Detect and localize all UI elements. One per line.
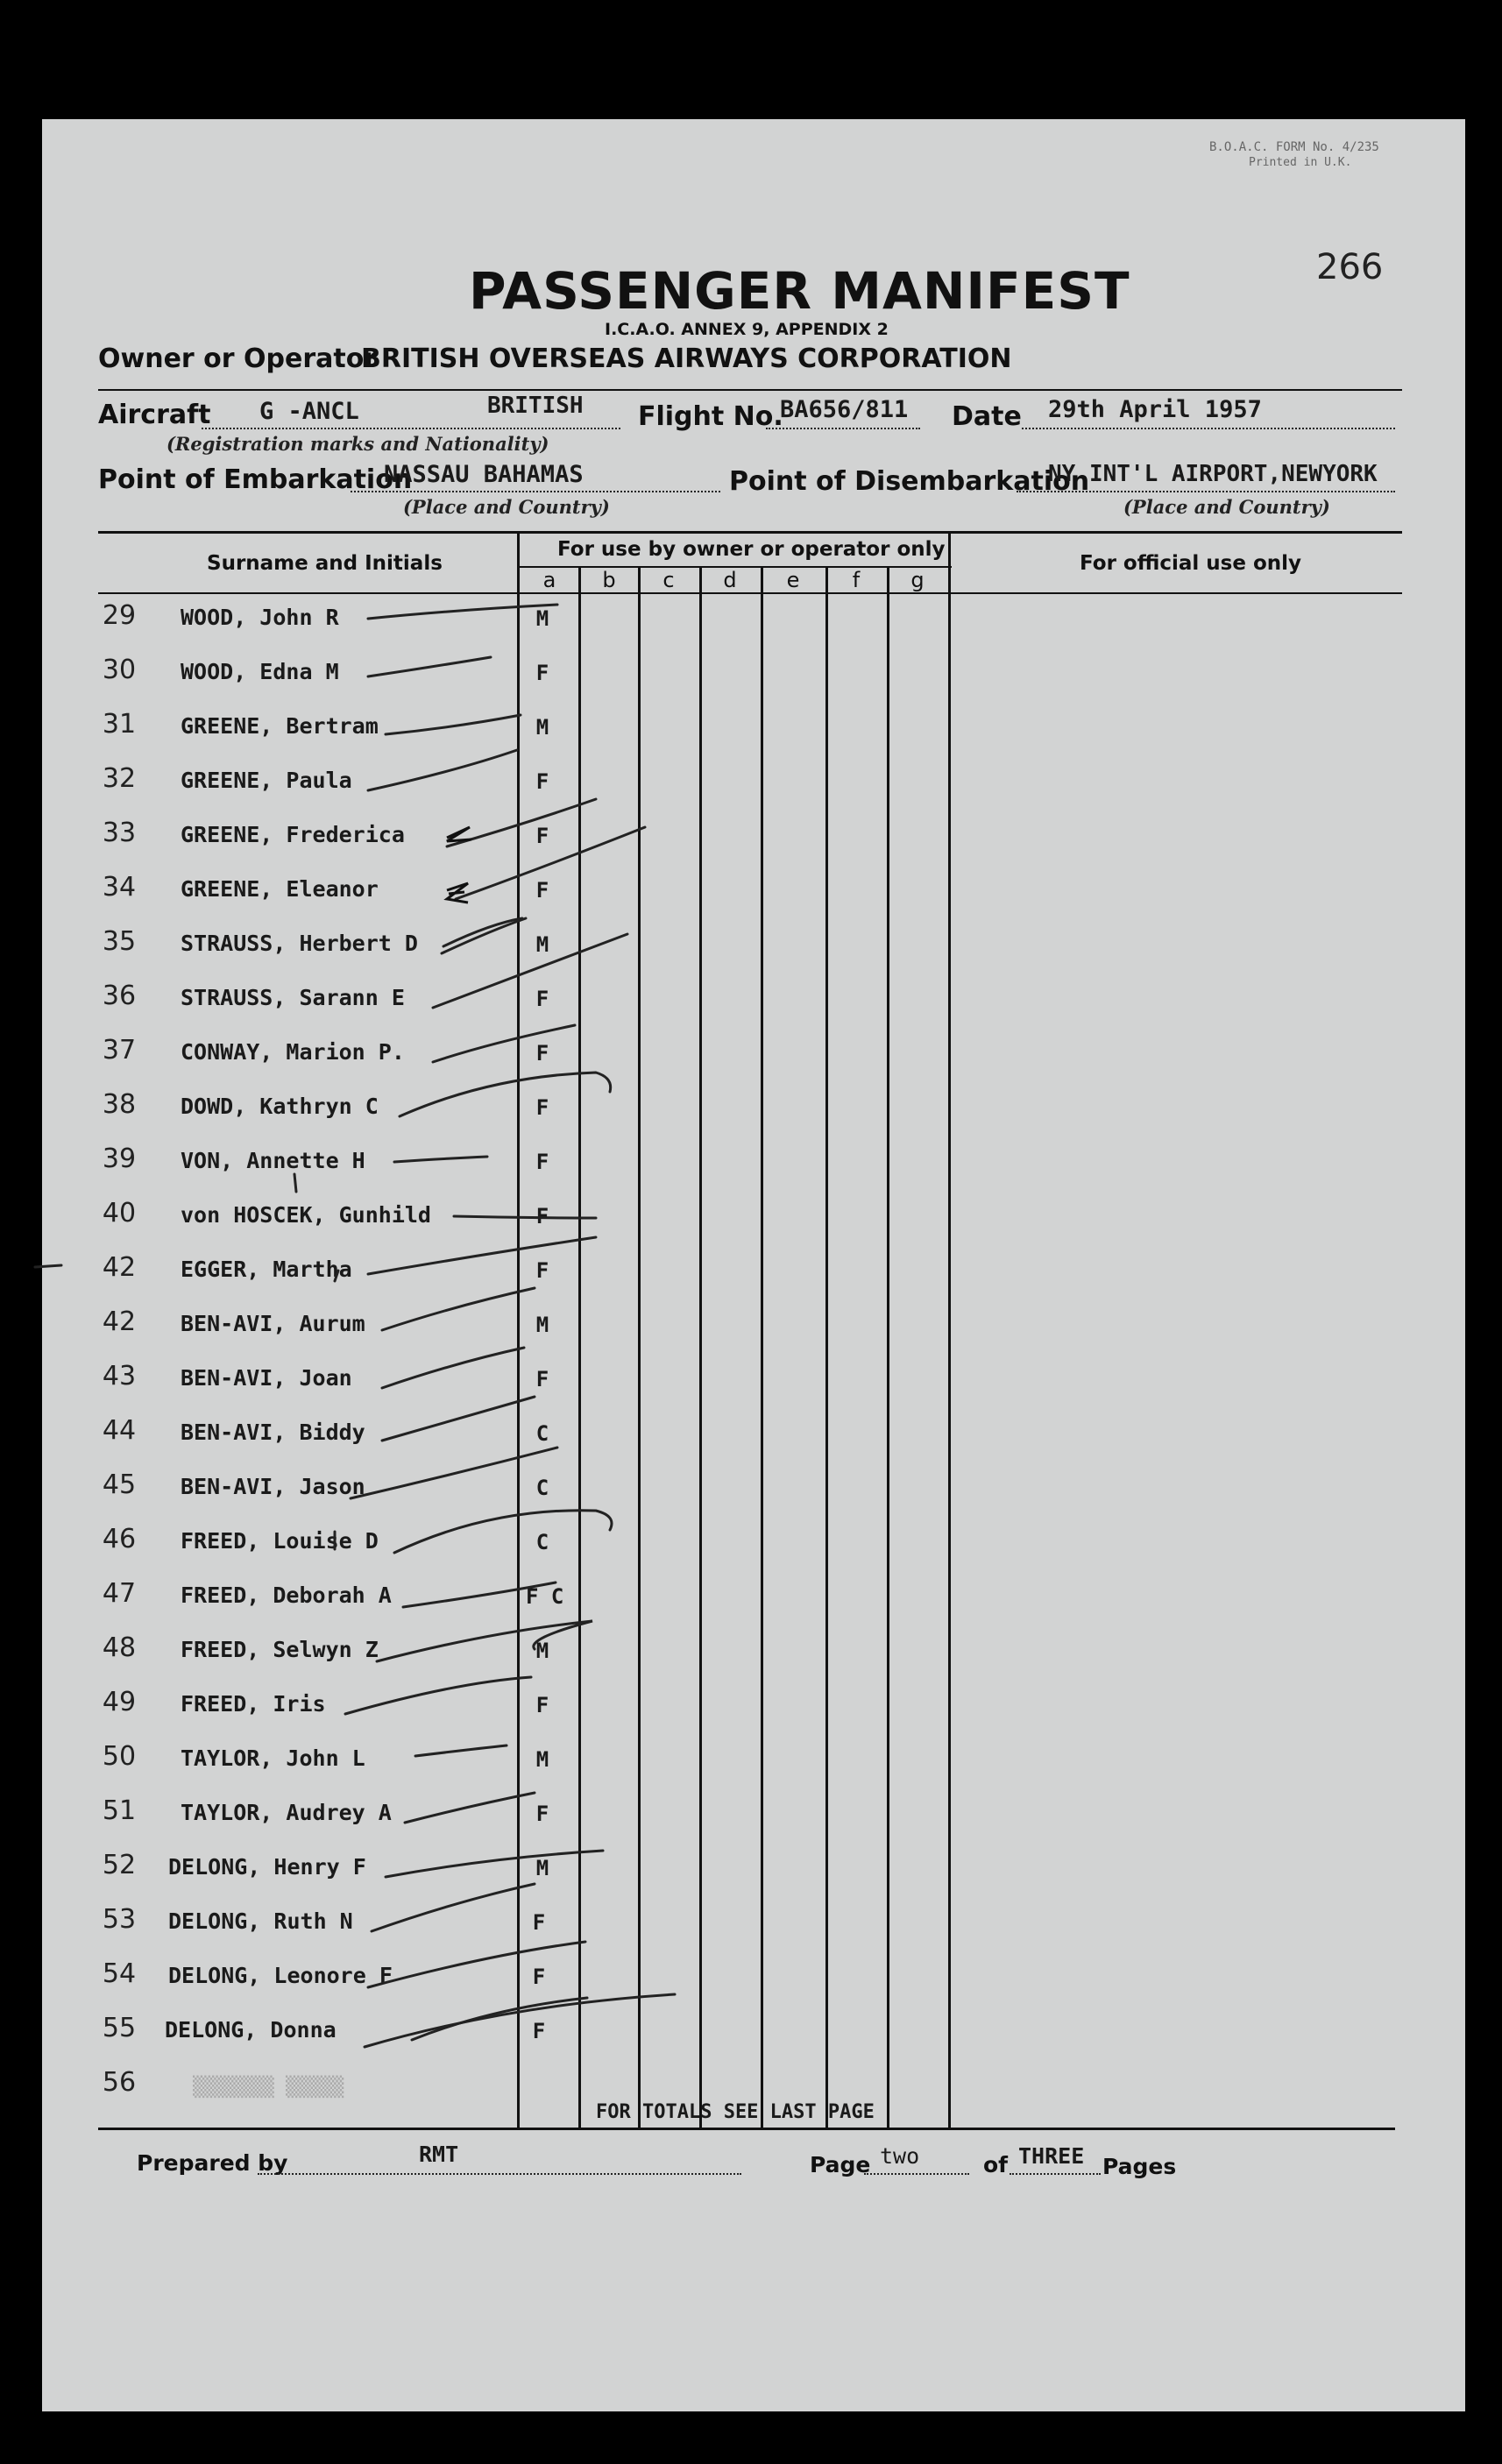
passenger-code: C: [535, 1421, 549, 1446]
passenger-name: TAYLOR, John L: [181, 1745, 365, 1771]
passenger-code: F: [535, 1041, 549, 1066]
passenger-name: DELONG, Ruth N: [168, 1908, 353, 1934]
row-number: 30: [102, 655, 137, 685]
column-letter-f: f: [852, 568, 861, 592]
prepared-value: RMT: [419, 2142, 459, 2167]
passenger-code: F: [532, 1910, 546, 1935]
aircraft-nationality: BRITISH: [487, 393, 584, 419]
column-letter-c: c: [662, 568, 675, 592]
page-label: Page: [810, 2152, 871, 2177]
passenger-name: VON, Annette H: [181, 1148, 365, 1173]
passenger-code: F: [535, 769, 549, 794]
passenger-name: TAYLOR, Audrey A: [181, 1800, 392, 1825]
passenger-name: DOWD, Kathryn C: [181, 1094, 379, 1119]
passenger-code: F: [535, 661, 549, 685]
passenger-code: M: [535, 932, 549, 957]
passenger-code: F: [535, 1095, 549, 1120]
row-number: 51: [102, 1795, 137, 1826]
disembark-label: Point of Disembarkation: [729, 466, 1090, 497]
official-header: For official use only: [1080, 552, 1302, 575]
embark-value: NASSAU BAHAMAS: [384, 461, 584, 488]
passenger-code: F: [535, 1693, 549, 1717]
passenger-name: GREENE, Eleanor: [181, 876, 379, 902]
aircraft-caption: (Registration marks and Nationality): [166, 433, 549, 455]
row-number: 35: [102, 926, 137, 957]
operator-header: For use by owner or operator only: [557, 538, 946, 561]
passenger-code: C: [535, 1530, 549, 1554]
passenger-code: F: [535, 1802, 549, 1826]
date-value: 29th April 1957: [1048, 396, 1262, 423]
row-number: 34: [102, 872, 137, 903]
passenger-code: M: [535, 1313, 549, 1337]
row-number: 48: [102, 1632, 137, 1663]
pages-label: Pages: [1102, 2154, 1177, 2179]
row-number: 47: [102, 1578, 137, 1609]
passenger-name: BEN-AVI, Biddy: [181, 1420, 365, 1445]
disembark-value: NY INT'L AIRPORT,NEWYORK: [1048, 461, 1378, 487]
row-number: 42: [102, 1252, 137, 1283]
surname-header: Surname and Initials: [207, 552, 443, 575]
page-value: two: [880, 2143, 920, 2169]
row-number: 49: [102, 1687, 137, 1717]
passenger-name: GREENE, Bertram: [181, 713, 379, 739]
embark-caption: (Place and Country): [403, 496, 610, 518]
page-underline: [864, 2173, 969, 2175]
prepared-label: Prepared by: [137, 2150, 288, 2176]
owner-value: BRITISH OVERSEAS AIRWAYS CORPORATION: [361, 343, 1012, 374]
of-value: THREE: [1018, 2143, 1085, 2169]
passenger-code: F: [532, 1965, 546, 1989]
of-underline: [1010, 2173, 1101, 2175]
row-number: 42: [102, 1306, 137, 1337]
passenger-code: F: [535, 1204, 549, 1228]
passenger-code: M: [535, 1856, 549, 1880]
row-number: 32: [102, 763, 137, 794]
owner-label: Owner or Operator: [98, 343, 378, 374]
passenger-code: F: [535, 878, 549, 903]
faded-entry: ▒▒▒▒▒▒▒ ▒▒▒▒▒: [193, 2077, 344, 2099]
passenger-name: DELONG, Leonore F: [168, 1963, 393, 1988]
row-number: 54: [102, 1958, 137, 1989]
passenger-name: FREED, Selwyn Z: [181, 1637, 379, 1662]
passenger-name: WOOD, Edna M: [181, 659, 339, 684]
passenger-name: CONWAY, Marion P.: [181, 1039, 405, 1065]
passenger-name: BEN-AVI, Jason: [181, 1474, 365, 1499]
embark-label: Point of Embarkation: [98, 464, 413, 495]
passenger-code: F: [532, 2019, 546, 2043]
of-label: of: [983, 2152, 1009, 2177]
passenger-name: WOOD, John R: [181, 605, 339, 630]
passenger-name: FREED, Louise D: [181, 1528, 379, 1554]
row-number: 52: [102, 1850, 137, 1880]
form-code: B.O.A.C. FORM No. 4/235: [1209, 140, 1379, 154]
passenger-name: STRAUSS, Sarann E: [181, 985, 405, 1010]
passenger-code: F: [535, 824, 549, 848]
passenger-code: M: [535, 606, 549, 631]
row-number: 38: [102, 1089, 137, 1120]
passenger-name: GREENE, Paula: [181, 768, 352, 793]
passenger-code: M: [535, 1747, 549, 1772]
page-stamp-number: 266: [1316, 247, 1384, 287]
row-number: 56: [102, 2067, 137, 2098]
passenger-name: DELONG, Henry F: [168, 1854, 366, 1880]
passenger-code: M: [535, 715, 549, 740]
row-number: 29: [102, 600, 137, 631]
column-letter-e: e: [786, 568, 800, 592]
row-number: 31: [102, 709, 137, 740]
row-number: 40: [102, 1198, 137, 1228]
column-letter-b: b: [602, 568, 616, 592]
row-number: 43: [102, 1361, 137, 1391]
column-letter-g: g: [910, 568, 925, 592]
row-number: 45: [102, 1469, 137, 1500]
passenger-code: M: [535, 1639, 549, 1663]
flight-label: Flight No.: [638, 401, 783, 432]
aircraft-label: Aircraft: [98, 400, 211, 430]
row-number: 46: [102, 1524, 137, 1554]
passenger-code: F: [535, 987, 549, 1011]
row-number: 44: [102, 1415, 137, 1446]
passenger-name: FREED, Iris: [181, 1691, 326, 1717]
printed-in-uk: Printed in U.K.: [1249, 156, 1352, 169]
passenger-code: F: [535, 1150, 549, 1174]
row-number: 37: [102, 1035, 137, 1066]
row-number: 50: [102, 1741, 137, 1772]
passenger-name: EGGER, Martha: [181, 1257, 352, 1282]
date-label: Date: [952, 401, 1022, 432]
row-number: 53: [102, 1904, 137, 1935]
passenger-name: STRAUSS, Herbert D: [181, 931, 418, 956]
passenger-name: BEN-AVI, Aurum: [181, 1311, 365, 1336]
row-number: 33: [102, 818, 137, 848]
passenger-name: DELONG, Donna: [165, 2017, 337, 2043]
page-title: PASSENGER MANIFEST: [469, 261, 1130, 321]
passenger-name: von HOSCEK, Gunhild: [181, 1202, 431, 1228]
passenger-name: BEN-AVI, Joan: [181, 1365, 352, 1391]
passenger-code: F: [535, 1258, 549, 1283]
page-subtitle: I.C.A.O. ANNEX 9, APPENDIX 2: [605, 320, 889, 339]
passenger-code: F C: [526, 1584, 564, 1609]
column-letter-d: d: [723, 568, 737, 592]
row-number: 36: [102, 981, 137, 1011]
passenger-name: GREENE, Frederica: [181, 822, 405, 847]
prepared-underline: [258, 2173, 741, 2175]
flight-number: BA656/811: [780, 396, 909, 423]
disembark-caption: (Place and Country): [1123, 496, 1330, 518]
passenger-code: F: [535, 1367, 549, 1391]
row-number: 55: [102, 2013, 137, 2043]
aircraft-registration: G -ANCL: [259, 398, 359, 425]
passenger-code: C: [535, 1476, 549, 1500]
row-number: 39: [102, 1143, 137, 1174]
totals-note: FOR TOTALS SEE LAST PAGE: [596, 2101, 875, 2123]
passenger-name: FREED, Deborah A: [181, 1582, 392, 1608]
column-letter-a: a: [542, 568, 556, 592]
